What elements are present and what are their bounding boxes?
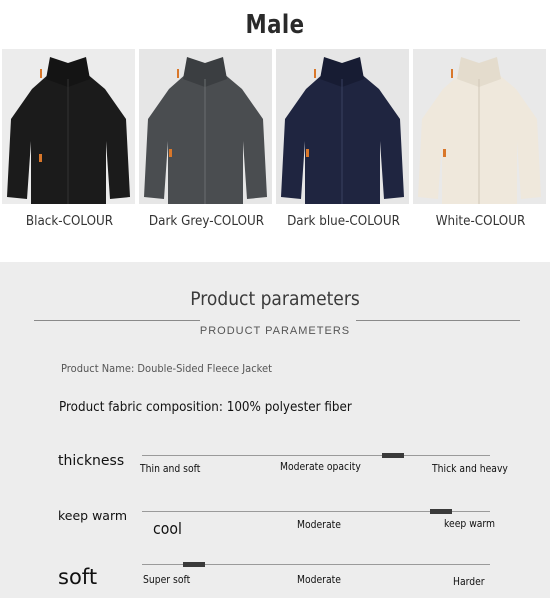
jacket-image-dark-blue[interactable] <box>276 49 409 204</box>
rating-label-soft: soft <box>58 565 98 589</box>
white-jacket-illustration <box>413 49 546 204</box>
dark-blue-jacket-illustration <box>276 49 409 204</box>
color-caption-dark-grey: Dark Grey-COLOUR <box>148 214 265 229</box>
rating-option-cool: cool <box>153 519 182 538</box>
divider-left <box>34 320 200 321</box>
fabric-composition: Product fabric composition: 100% polyester fiber <box>59 400 352 415</box>
product-name: Product Name: Double-Sided Fleece Jacket <box>61 362 273 375</box>
rating-track-thickness <box>142 455 490 456</box>
color-caption-white: White-COLOUR <box>435 214 526 229</box>
parameters-subtitle: PRODUCT PARAMETERS <box>199 325 351 337</box>
color-caption-dark-blue: Dark blue-COLOUR <box>287 214 400 229</box>
rating-option-moderate-warm: Moderate <box>297 519 341 531</box>
jacket-image-white[interactable] <box>413 49 546 204</box>
rating-option-harder: Harder <box>453 576 485 588</box>
divider-right <box>356 320 520 321</box>
rating-marker-soft <box>183 562 205 567</box>
section-title: Male <box>245 10 305 40</box>
dark-grey-jacket-illustration <box>139 49 272 204</box>
rating-option-moderate-opacity: Moderate opacity <box>280 461 361 473</box>
jacket-image-black[interactable] <box>2 49 135 204</box>
color-variants-section <box>0 0 550 262</box>
parameters-title: Product parameters <box>190 288 360 310</box>
rating-label-thickness: thickness <box>58 453 125 469</box>
product-parameters-section <box>0 262 550 598</box>
rating-option-thick: Thick and heavy <box>432 463 508 475</box>
rating-option-moderate-soft: Moderate <box>297 574 341 586</box>
rating-marker-thickness <box>382 453 404 458</box>
rating-option-keep-warm: keep warm <box>444 518 496 530</box>
black-jacket-illustration <box>2 49 135 204</box>
color-caption-black: Black-COLOUR <box>25 214 114 229</box>
rating-option-thin: Thin and soft <box>140 463 201 475</box>
rating-option-super-soft: Super soft <box>143 574 191 586</box>
jacket-image-dark-grey[interactable] <box>139 49 272 204</box>
rating-label-keep-warm: keep warm <box>58 508 128 523</box>
rating-marker-keep-warm <box>430 509 452 514</box>
